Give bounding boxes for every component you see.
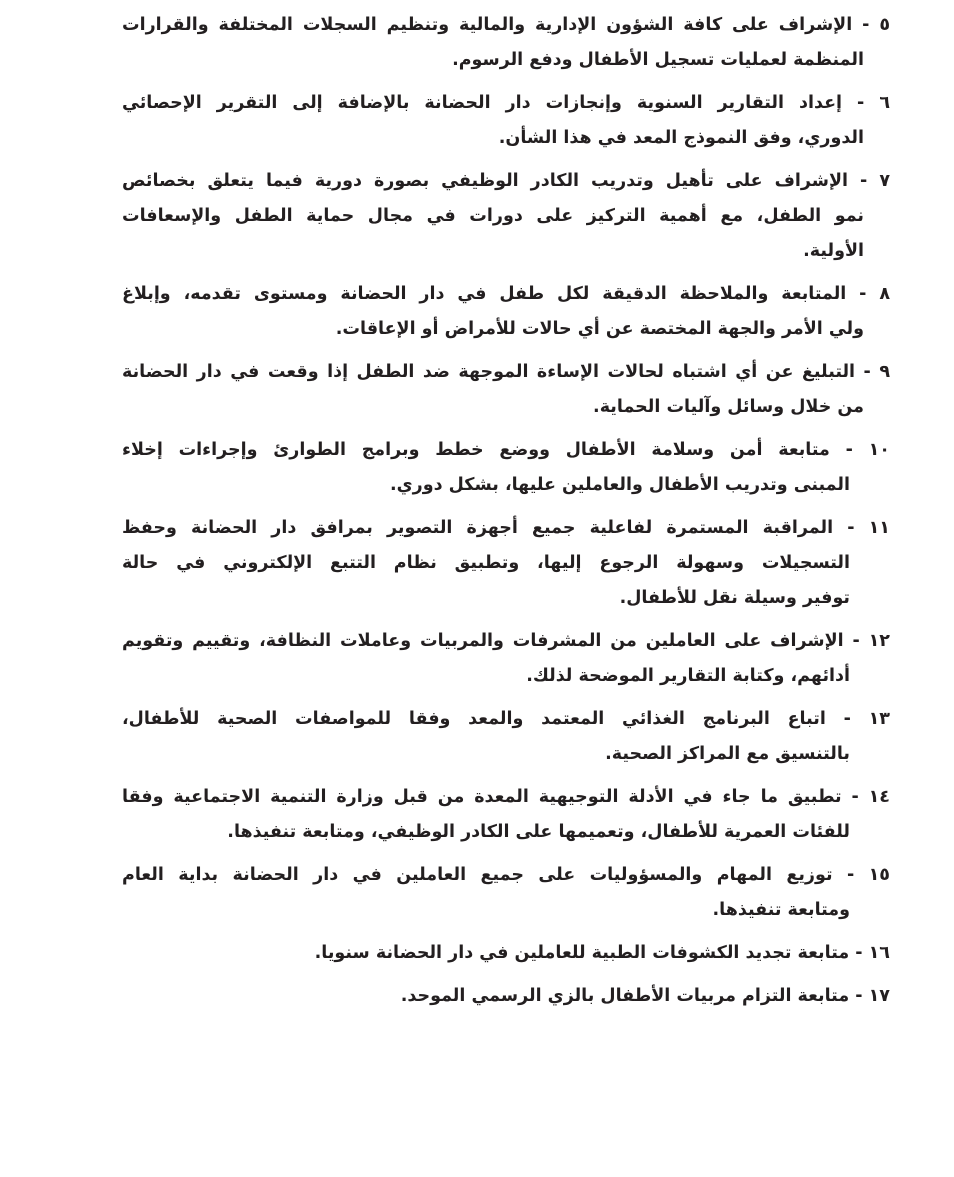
item-line: ٦ - إعداد التقارير السنوية وإنجازات دار الحضانة بالإضافة إلى التقرير الإحصائي <box>122 93 890 113</box>
item-line: ١٤ - تطبيق ما جاء في الأدلة التوجيهية المعدة من قبل وزارة التنمية الاجتماعية وفقا <box>122 787 890 807</box>
item-line: ١٧ - متابعة التزام مربيات الأطفال بالزي الرسمي الموحد. <box>400 986 890 1006</box>
item-line: للفئات العمرية للأطفال، وتعميمها على الكادر الوظيفي، ومتابعة تنفيذها. <box>227 822 850 842</box>
item-line: أدائهم، وكتابة التقارير الموضحة لذلك. <box>526 666 850 686</box>
list-item-7 <box>122 164 890 269</box>
item-line: الأولية. <box>803 241 864 261</box>
item-line: ولي الأمر والجهة المختصة عن أي حالات للأمراض أو الإعاقات. <box>335 319 864 339</box>
duties-list <box>122 8 890 1022</box>
list-item-12 <box>122 624 890 694</box>
item-line: ١١ - المراقبة المستمرة لفاعلية جميع أجهزة التصوير بمرافق دار الحضانة وحفظ <box>122 518 890 538</box>
list-item-9 <box>122 355 890 425</box>
list-item-14 <box>122 780 890 850</box>
item-line: التسجيلات وسهولة الرجوع إليها، وتطبيق نظام التتبع الإلكتروني في حالة <box>122 553 850 573</box>
item-line: ٧ - الإشراف على تأهيل وتدريب الكادر الوظيفي بصورة دورية فيما يتعلق بخصائص <box>122 171 890 191</box>
item-line: ١٣ - اتباع البرنامج الغذائي المعتمد والمعد وفقا للمواصفات الصحية للأطفال، <box>122 709 890 729</box>
item-line: ومتابعة تنفيذها. <box>712 900 850 920</box>
list-item-13 <box>122 702 890 772</box>
item-line: الدوري، وفق النموذج المعد في هذا الشأن. <box>498 128 864 148</box>
item-line: ٩ - التبليغ عن أي اشتباه لحالات الإساءة الموجهة ضد الطفل إذا وقعت في دار الحضانة <box>122 362 890 382</box>
item-line: ١٥ - توزيع المهام والمسؤوليات على جميع العاملين في دار الحضانة بداية العام <box>122 865 890 885</box>
list-item-11 <box>122 511 890 616</box>
list-item-8 <box>122 277 890 347</box>
item-line: ٨ - المتابعة والملاحظة الدقيقة لكل طفل في دار الحضانة ومستوى تقدمه، وإبلاغ <box>122 284 890 304</box>
list-item-17 <box>122 979 890 1014</box>
list-item-15 <box>122 858 890 928</box>
item-line: ٥ - الإشراف على كافة الشؤون الإدارية والمالية وتنظيم السجلات المختلفة والقرارات <box>122 15 890 35</box>
item-line: توفير وسيلة نقل للأطفال. <box>619 588 850 608</box>
item-line: نمو الطفل، مع أهمية التركيز على دورات في مجال حماية الطفل والإسعافات <box>122 206 864 226</box>
list-item-5 <box>122 8 890 78</box>
item-line: المبنى وتدريب الأطفال والعاملين عليها، بشكل دوري. <box>389 475 850 495</box>
list-item-10 <box>122 433 890 503</box>
item-line: ١٢ - الإشراف على العاملين من المشرفات والمربيات وعاملات النظافة، وتقييم وتقويم <box>122 631 890 651</box>
list-item-6 <box>122 86 890 156</box>
item-line: ١٠ - متابعة أمن وسلامة الأطفال ووضع خطط وبرامج الطوارئ وإجراءات إخلاء <box>122 440 890 460</box>
item-line: ١٦ - متابعة تجديد الكشوفات الطبية للعاملين في دار الحضانة سنويا. <box>314 943 890 963</box>
item-line: بالتنسيق مع المراكز الصحية. <box>605 744 850 764</box>
list-item-16 <box>122 936 890 971</box>
item-line: المنظمة لعمليات تسجيل الأطفال ودفع الرسوم. <box>452 50 864 70</box>
item-line: من خلال وسائل وآليات الحماية. <box>593 397 864 417</box>
